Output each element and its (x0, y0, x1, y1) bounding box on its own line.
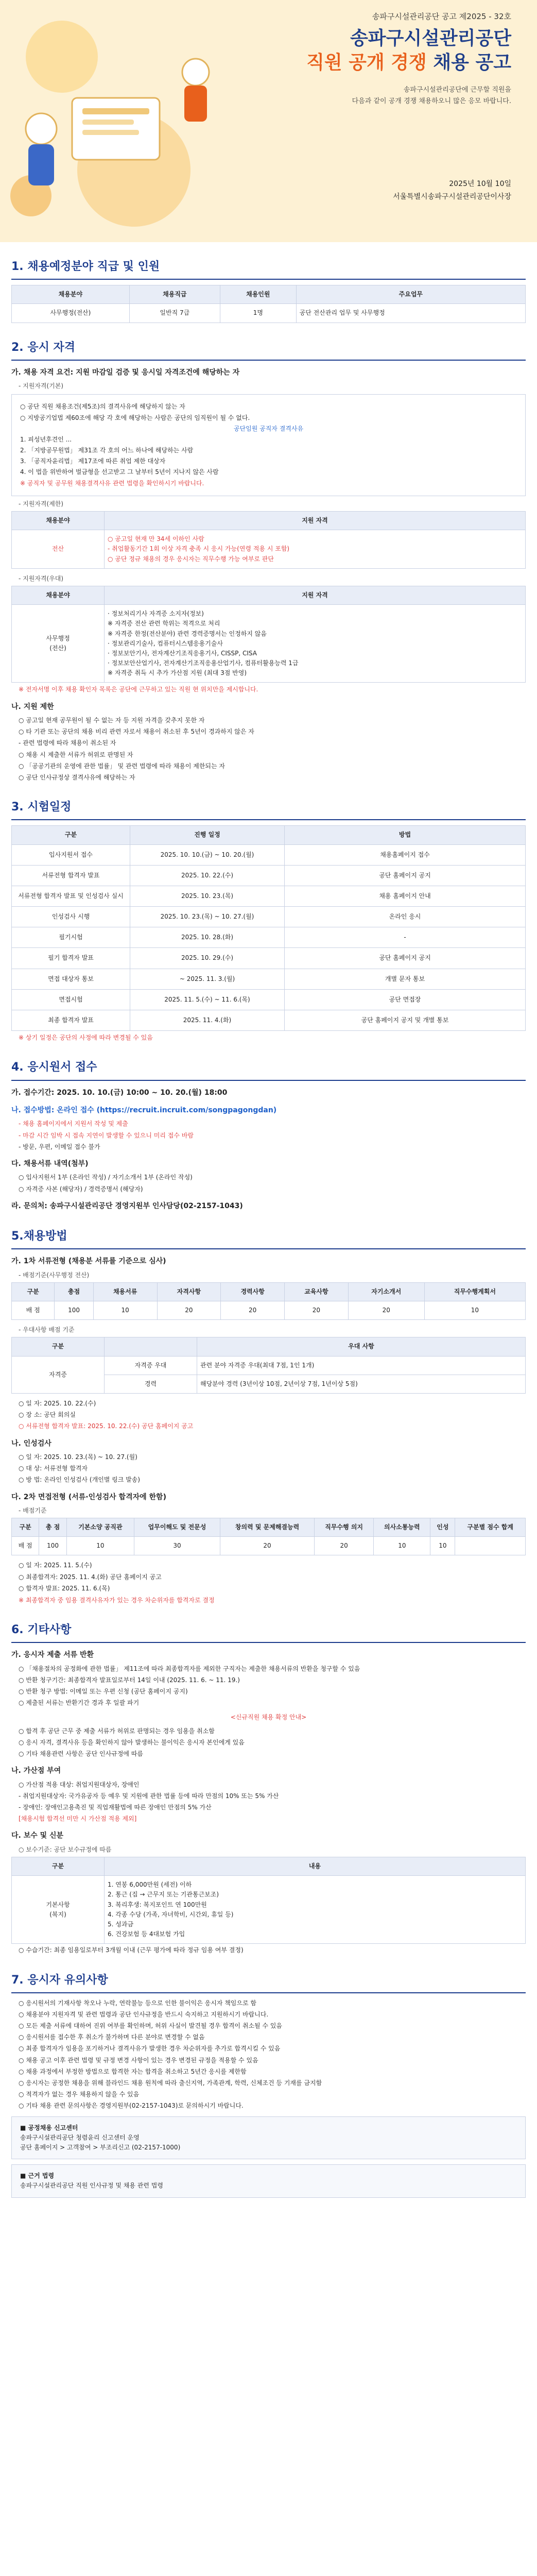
box-warning: ※ 공직자 및 공무원 채용결격사유 관련 법령을 확인하시기 바랍니다. (20, 479, 204, 487)
bonus-line: [채용시험 합격선 미만 시 가산점 적용 제외] (19, 1815, 137, 1823)
announce-org: 서울특별시송파구시설관리공단이사장 (393, 193, 511, 201)
table-header (105, 1337, 197, 1356)
table-cell: 서류전형 합격자 발표 (12, 865, 130, 886)
subsection-title: 가. 채용 자격 요건: 지원 마감일 검증 및 응시일 자격조건에 해당하는 자 (11, 368, 240, 377)
note-text: - 지원자격(제한) (19, 500, 64, 507)
hero-description (202, 84, 511, 107)
table-cell: - (285, 927, 526, 948)
other-line: ○ 기타 채용관련 사항은 공단 인사규정에 따름 (19, 1750, 144, 1758)
table-row (12, 605, 526, 683)
schedule-line: ○ 장 소: 공단 회의실 (19, 1411, 76, 1419)
table-cell: 2025. 10. 29.(수) (130, 948, 285, 969)
notice-line: ○ 기타 채용 관련 문의사항은 경영지원부(02-2157-1043)로 문의하시기 바랍니다. (19, 2102, 244, 2110)
schedule-line: ○ 일 자: 2025. 10. 22.(수) (19, 1399, 96, 1407)
hero-title-org: 송파구시설관리공단 (350, 28, 511, 49)
table-row (12, 1301, 526, 1320)
section-title: 1. 채용예정분야 직급 및 인원 (11, 258, 526, 280)
restriction-line: ○ 공단 인사규정상 결격사유에 해당하는 자 (19, 773, 135, 781)
contact-info: 라. 문의처: 송파구시설관리공단 경영지원부 인사담당(02-2157-1043) (11, 1201, 243, 1210)
bonus-line: - 취업지원대상자: 국가유공자 등 예우 및 지원에 관한 법률 등에 따라 만점의 10% 또는 5% 가산 (19, 1792, 279, 1800)
table-cell: 100 (39, 1537, 67, 1555)
table-cell: 면접시험 (12, 989, 130, 1010)
table-row (12, 1876, 526, 1944)
table-header: 구분 (12, 1337, 105, 1356)
table-header: 지원 자격 (105, 586, 526, 604)
table-header-row (12, 1337, 526, 1356)
benefit-line: 4. 각종 수당 (가족, 자녀학비, 시간외, 휴일 등) (108, 1910, 234, 1918)
interview-line: ○ 일 자: 2025. 11. 5.(수) (19, 1562, 92, 1569)
table-header: 진행 일정 (130, 826, 285, 844)
section-schedule (0, 798, 537, 1043)
personality-line: ○ 대 상: 서류전형 합격자 (19, 1465, 88, 1472)
section-qualifications (0, 338, 537, 783)
table-header-row (12, 1282, 526, 1301)
table-header-row (12, 1857, 526, 1876)
benefit-line: 5. 성과금 (108, 1920, 134, 1928)
hero-title-main (202, 51, 511, 75)
table-cell: 최종 합격자 발표 (12, 1010, 130, 1031)
benefits-table (11, 1857, 526, 1944)
table-header-row (12, 512, 526, 530)
note-text: ○ 보수기준: 공단 보수규정에 따름 (19, 1845, 112, 1853)
table-cell: 자격증 (12, 1356, 105, 1393)
application-line: - 마감 시간 임박 시 접속 지연이 발생할 수 있으니 미리 접수 바람 (19, 1131, 194, 1139)
qualification-box (11, 394, 526, 496)
table-cell: 필기시험 (12, 927, 130, 948)
table-row (12, 886, 526, 906)
table-row (12, 907, 526, 927)
table-cell: 배 점 (12, 1301, 55, 1320)
section-title: 4. 응시원서 접수 (11, 1058, 526, 1080)
section-title: 2. 응시 자격 (11, 338, 526, 361)
hero-banner (0, 0, 537, 242)
table-header: 채용인원 (220, 285, 296, 304)
limit-table (11, 511, 526, 569)
warning-text: ※ 상기 일정은 공단의 사정에 따라 변경될 수 있음 (19, 1034, 153, 1042)
pref-line: ※ 자격증 취득 시 추가 가산점 지원 (최대 3점 반영) (108, 669, 247, 677)
table-header: 총 점 (39, 1518, 67, 1537)
table-row (12, 948, 526, 969)
table-cell: 10 (66, 1537, 134, 1555)
bonus-table (11, 1337, 526, 1394)
table-row (12, 530, 526, 569)
table-header: 채용직급 (129, 285, 220, 304)
other-line: ○ 반환 청구 방법: 이메일 또는 우편 신청 (공단 홈페이지 공지) (19, 1688, 188, 1696)
personality-line: ○ 일 자: 2025. 10. 23.(목) ~ 10. 27.(월) (19, 1453, 137, 1461)
table-cell: 20 (285, 1301, 349, 1320)
table-cell: 20 (348, 1301, 424, 1320)
table-header: 채용서류 (93, 1282, 157, 1301)
other-line: ○ 제출된 서류는 반환기간 경과 후 일괄 파기 (19, 1699, 140, 1707)
table-cell: 입사지원서 접수 (12, 844, 130, 865)
table-cell: 채용 홈페이지 안내 (285, 886, 526, 906)
application-line: - 채용 홈페이지에서 지원서 작성 및 제출 (19, 1120, 128, 1128)
table-cell: 10 (424, 1301, 525, 1320)
table-cell (105, 605, 526, 683)
warning-text: ※ 전자서명 이후 채용 확인자 목록은 공단에 근무하고 있는 직원 현 위치만을 제시합니다. (19, 686, 258, 693)
table-cell: 공단 홈페이지 공지 (285, 865, 526, 886)
table-header: 방법 (285, 826, 526, 844)
table-header-row (12, 826, 526, 844)
section-positions (0, 258, 537, 323)
table-cell: 해당분야 경력 (3년이상 10점, 2년이상 7점, 1년이상 5점) (197, 1375, 526, 1393)
benefit-line: 6. 건강보험 등 4대보험 가입 (108, 1930, 185, 1938)
report-line: 공단 홈페이지 > 고객참여 > 부조리신고 (02-2157-1000) (20, 2143, 181, 2151)
table-row (12, 304, 526, 323)
table-header: 주요업무 (296, 285, 525, 304)
section-other (0, 1621, 537, 1955)
table-cell: 사무행정(전산) (12, 304, 130, 323)
restriction-line: ○ 공고일 현재 공무원이 될 수 없는 자 등 지원 자격을 갖추지 못한 자 (19, 717, 205, 724)
law-line: 송파구시설관리공단 직원 인사규정 및 채용 관련 법령 (20, 2182, 163, 2190)
notice-line: ○ 응시원서를 접수한 후 취소가 불가하며 다른 분야로 변경할 수 없음 (19, 2033, 205, 2041)
table-cell: 20 (314, 1537, 373, 1555)
table-cell: 30 (134, 1537, 220, 1555)
table-cell: 20 (221, 1301, 285, 1320)
subsection-title: 나. 지원 제한 (11, 702, 54, 711)
notice-line: ○ 응시자는 공정한 채용을 위해 블라인드 채용 원칙에 따라 출신지역, 가족관계, 학력, 신체조건 등 기재를 금지함 (19, 2079, 322, 2087)
table-row (12, 865, 526, 886)
notice-line: ○ 적격자가 없는 경우 채용하지 않을 수 있음 (19, 2091, 140, 2098)
hero-date-block (393, 178, 511, 204)
bonus-line: ○ 가산점 적용 대상: 취업지원대상자, 장애인 (19, 1781, 140, 1788)
benefit-line: 2. 통근 (집 → 근무지 또는 기관통근보조) (108, 1891, 219, 1899)
box-line: 2. 「지방공무원법」 제31조 각 호의 어느 하나에 해당하는 사람 (20, 447, 194, 454)
table-cell: 일반직 7급 (129, 304, 220, 323)
pref-line: · 정보관리기술사, 컴퓨터시스템응용기술사 (108, 639, 223, 647)
report-center-box (11, 2116, 526, 2160)
schedule-table (11, 825, 526, 1031)
bonus-line: - 장애인: 장애인고용촉진 및 직업재활법에 따른 장애인 만점의 5% 가산 (19, 1804, 212, 1811)
subsection-title: 가. 응시자 제출 서류 반환 (11, 1651, 94, 1659)
table-row (12, 844, 526, 865)
subsection-title: 나. 인성검사 (11, 1439, 51, 1448)
table-header: 직무수행 의지 (314, 1518, 373, 1537)
table-cell: 10 (93, 1301, 157, 1320)
table-header: 우대 사항 (197, 1337, 526, 1356)
probation-note: ○ 수습기간: 최종 임용일로부터 3개월 이내 (근무 평가에 따라 정규 임용 여부 결정) (19, 1946, 244, 1954)
law-box (11, 2164, 526, 2197)
note-text: - 우대사항 배점 기준 (19, 1326, 75, 1334)
interview-line: ○ 합격자 발표: 2025. 11. 6.(목) (19, 1584, 110, 1592)
note-text: - 지원자격(우대) (19, 574, 64, 582)
section-title: 5.채용방법 (11, 1227, 526, 1249)
pref-line: ※ 자격증 전산 관련 학위는 적격으로 처리 (108, 620, 220, 628)
table-cell: 2025. 10. 28.(화) (130, 927, 285, 948)
table-cell: 2025. 10. 23.(목) (130, 886, 285, 906)
table-header-row (12, 1518, 526, 1537)
application-line: - 방문, 우편, 이메일 접수 불가 (19, 1143, 100, 1150)
table-cell: 10 (430, 1537, 455, 1555)
table-cell: 2025. 11. 4.(화) (130, 1010, 285, 1031)
subsection-title: 나. 가산점 부여 (11, 1767, 61, 1775)
section-selection-method (0, 1227, 537, 1605)
restriction-line: - 관련 법령에 따라 채용이 취소된 자 (19, 739, 116, 747)
section-application (0, 1058, 537, 1212)
table-cell: 개별 문자 통보 (285, 969, 526, 989)
pref-line: · 정보보안기사, 전자계산기조직응용기사, CISSP, CISA (108, 649, 257, 657)
table-cell: 사무행정 (전산) (12, 605, 105, 683)
report-line: 송파구시설관리공단 청렴윤리 신고센터 운영 (20, 2133, 140, 2141)
table-cell: 2025. 10. 23.(목) ~ 10. 27.(월) (130, 907, 285, 927)
notice-heading: <신규직원 채용 확정 안내> (230, 1713, 307, 1721)
note-text: - 배점기준 (19, 1506, 47, 1514)
other-line: ○ 응시 자격, 결격사유 등을 확인하지 않아 발생하는 불이익은 응시자 본인에게 있음 (19, 1738, 245, 1746)
other-line: ○ 반환 청구기간: 최종합격자 발표일로부터 14일 이내 (2025. 11. 6. ~ 11. 19.) (19, 1676, 240, 1684)
table-cell: 공단 홈페이지 공지 (285, 948, 526, 969)
document-line: ○ 입사지원서 1부 (온라인 작성) / 자기소개서 1부 (온라인 작성) (19, 1174, 193, 1181)
table-cell: ~ 2025. 11. 3.(월) (130, 969, 285, 989)
notice-line: ○ 모든 제출 서류에 대하여 진위 여부를 확인하며, 허위 사실이 발견될 경우 합격이 취소될 수 있음 (19, 2022, 283, 2030)
restriction-line: ○ 타 기관 또는 공단의 채용 비리 관련 자로서 채용이 취소된 후 5년이 경과하지 않은 자 (19, 728, 254, 736)
table-header: 구분 (12, 1282, 55, 1301)
table-cell: 온라인 응시 (285, 907, 526, 927)
warning-text: ※ 최종합격자 중 임용 결격사유자가 있는 경우 차순위자를 합격자로 결정 (19, 1597, 215, 1604)
announce-number: 송파구시설관리공단 공고 제2025 - 32호 (372, 12, 511, 21)
preference-table (11, 586, 526, 683)
law-title: ■ 근거 법령 (20, 2172, 55, 2180)
table-row (12, 969, 526, 989)
interview-table (11, 1518, 526, 1555)
table-header: 구분 (12, 826, 130, 844)
note-text: - 지원자격(기본) (19, 382, 64, 390)
benefit-line: 3. 복리후생: 복지포인트 연 100만원 (108, 1901, 207, 1908)
table-header: 인성 (430, 1518, 455, 1537)
box-line: ○ 공단 직원 채용조건(제5조)의 결격사유에 해당하지 않는 자 (20, 403, 185, 411)
hero-desc-line2: 다음과 같이 공개 경쟁 채용하오니 많은 응모 바랍니다. (352, 97, 511, 105)
note-text: - 배점기준(사무행정 전산) (19, 1271, 90, 1279)
table-cell: 100 (55, 1301, 93, 1320)
box-heading: 공단임원 공직자 결격사유 (233, 425, 304, 432)
table-cell: 공단 홈페이지 공지 및 개별 통보 (285, 1010, 526, 1031)
table-header: 채용분야 (12, 586, 105, 604)
table-cell: 2025. 10. 10.(금) ~ 10. 20.(월) (130, 844, 285, 865)
other-line: ○ 합격 후 공단 근무 중 제출 서류가 허위로 판명되는 경우 임용을 취소함 (19, 1727, 215, 1735)
table-cell (105, 1876, 526, 1944)
hero-desc-line1: 송파구시설관리공단에 근무할 직원을 (403, 86, 511, 94)
table-cell: 전산 (12, 530, 105, 569)
restriction-line: ○ 채용 시 제출한 서류가 허위로 판명된 자 (19, 751, 133, 758)
hero-title-highlight: 직원 공개 경쟁 (306, 52, 427, 73)
table-header: 내용 (105, 1857, 526, 1876)
positions-table (11, 285, 526, 323)
table-row (12, 927, 526, 948)
pref-line: ※ 자격증 한정(전산분야) 관련 경력증명서는 인정하지 않음 (108, 630, 267, 637)
subsection-title: 가. 1차 서류전형 (채용분 서류를 기준으로 심사) (11, 1257, 166, 1266)
benefit-line: 1. 연봉 6,000만원 (세전) 이하 (108, 1881, 192, 1889)
table-cell: 1명 (220, 304, 296, 323)
table-header: 기본소양 공직관 (66, 1518, 134, 1537)
other-line: ○ 「채용절차의 공정화에 관한 법률」 제11조에 따라 최종합격자를 제외한 구직자는 제출한 채용서류의 반환을 청구할 수 있음 (19, 1665, 360, 1672)
table-header: 채용분야 (12, 285, 130, 304)
table-cell: 서류전형 합격자 발표 및 인성검사 실시 (12, 886, 130, 906)
pref-line: · 정보보안산업기사, 전자계산기조직응용산업기사, 컴퓨터활용능력 1급 (108, 659, 299, 667)
notice-line: ○ 채용 공고 이후 관련 법령 및 규정 변경 사항이 있는 경우 변경된 규정을 적용할 수 있음 (19, 2056, 258, 2064)
subsection-title: 다. 보수 및 신분 (11, 1832, 64, 1840)
box-line: ○ 지방공기업법 제60조에 해당 각 호에 해당하는 사람은 공단의 임직원이 될 수 없다. (20, 414, 250, 421)
schedule-line: ○ 서류전형 합격자 발표: 2025. 10. 22.(수) 공단 홈페이지 공고 (19, 1422, 194, 1430)
announce-date: 2025년 10월 10일 (449, 180, 511, 188)
notice-line: ○ 채용 과정에서 부정한 방법으로 합격한 자는 합격을 취소하고 5년간 응시를 제한함 (19, 2067, 247, 2075)
table-cell: 공단 면접장 (285, 989, 526, 1010)
table-header: 교육사항 (285, 1282, 349, 1301)
hero-title-suffix: 채용 공고 (426, 52, 511, 73)
table-cell: 배 점 (12, 1537, 39, 1555)
notice-line: ○ 응시원서의 기재사항 착오나 누락, 연락불능 등으로 인한 불이익은 응시자 책임으로 함 (19, 1999, 256, 2007)
table-header: 채용분야 (12, 512, 105, 530)
document-line: ○ 자격증 사본 (해당자) / 경력증명서 (해당자) (19, 1185, 143, 1193)
table-header: 업무이해도 및 전문성 (134, 1518, 220, 1537)
table-cell: 필기 합격자 발표 (12, 948, 130, 969)
table-row (12, 1537, 526, 1555)
table-header: 구분 (12, 1857, 105, 1876)
table-header-row (12, 586, 526, 604)
section-notes (0, 1971, 537, 2215)
table-cell (455, 1537, 526, 1555)
subsection-title: 다. 채용서류 내역(첨부) (11, 1159, 89, 1168)
application-link[interactable]: 나. 접수방법: 온라인 접수 (https://recruit.incruit.com/songpagongdan) (11, 1106, 277, 1114)
section-title: 3. 시험일정 (11, 798, 526, 820)
table-header: 자기소개서 (348, 1282, 424, 1301)
table-cell: 2025. 11. 5.(수) ~ 11. 6.(목) (130, 989, 285, 1010)
table-header: 구분 (12, 1518, 39, 1537)
table-cell: 채용홈페이지 접수 (285, 844, 526, 865)
table-cell: 20 (220, 1537, 315, 1555)
subsection-title: 가. 접수기간: 2025. 10. 10.(금) 10:00 ~ 10. 20.(월) 18:00 (11, 1088, 228, 1097)
table-row (12, 1010, 526, 1031)
table-header: 총점 (55, 1282, 93, 1301)
table-header-row (12, 285, 526, 304)
table-cell: 면접 대상자 통보 (12, 969, 130, 989)
table-cell (105, 530, 526, 569)
table-header: 지원 자격 (105, 512, 526, 530)
score-table (11, 1282, 526, 1320)
table-row (12, 1356, 526, 1375)
notice-line: ○ 최종 합격자가 임용을 포기하거나 결격사유가 발생한 경우 차순위자를 추가로 합격시킬 수 있음 (19, 2045, 281, 2053)
interview-line: ○ 최종합격자: 2025. 11. 4.(화) 공단 홈페이지 공고 (19, 1573, 162, 1581)
table-cell: 2025. 10. 22.(수) (130, 865, 285, 886)
table-header: 구분별 점수 합계 (455, 1518, 526, 1537)
subsection-title: 다. 2차 면접전형 (서류·인성검사 합격자에 한함) (11, 1493, 166, 1501)
limit-line: ○ 공단 정규 채용의 경우 응시자는 직무수행 가능 여부로 판단 (108, 555, 274, 563)
table-cell: 10 (374, 1537, 430, 1555)
table-cell: 자격증 우대 (105, 1356, 197, 1375)
box-line: 1. 피성년후견인 ... (20, 435, 72, 443)
limit-line: ○ 공고일 현재 만 34세 이하인 사람 (108, 535, 204, 543)
table-header: 자격사항 (157, 1282, 221, 1301)
table-cell: 공단 전산관리 업무 및 사무행정 (296, 304, 525, 323)
personality-line: ○ 방 법: 온라인 인성검사 (개인별 링크 발송) (19, 1476, 141, 1484)
pref-line: · 정보처리기사 자격증 소지자(정보) (108, 610, 204, 618)
table-cell: 관련 분야 자격증 우대(최대 7점, 1인 1개) (197, 1356, 526, 1375)
table-header: 직무수행계획서 (424, 1282, 525, 1301)
table-header: 의사소통능력 (374, 1518, 430, 1537)
table-cell: 기본사항 (복지) (12, 1876, 105, 1944)
limit-line: - 취업활동기간 1회 이상 자격 충족 시 응시 가능(연령 적용 시 포함) (108, 545, 290, 553)
report-title: ■ 공정채용 신고센터 (20, 2124, 78, 2131)
restriction-line: ○ 「공공기관의 운영에 관한 법률」 및 관련 법령에 따라 채용이 제한되는 자 (19, 762, 226, 770)
table-cell: 경력 (105, 1375, 197, 1393)
table-cell: 20 (157, 1301, 221, 1320)
section-title: 6. 기타사항 (11, 1621, 526, 1643)
box-line: 3. 「공직자윤리법」 제17조에 따른 취업 제한 대상자 (20, 457, 166, 465)
table-header: 경력사항 (221, 1282, 285, 1301)
box-line: 4. 이 법을 위반하여 벌금형을 선고받고 그 날부터 5년이 지나지 않은 사람 (20, 468, 219, 476)
hero-text (202, 10, 511, 107)
table-row (12, 989, 526, 1010)
notice-line: ○ 채용분야 지원자격 및 관련 법령과 공단 인사규정을 반드시 숙지하고 지원하시기 바랍니다. (19, 2010, 269, 2018)
section-title: 7. 응시자 유의사항 (11, 1971, 526, 1993)
table-header: 창의력 및 문제해결능력 (220, 1518, 315, 1537)
table-cell: 인성검사 시행 (12, 907, 130, 927)
